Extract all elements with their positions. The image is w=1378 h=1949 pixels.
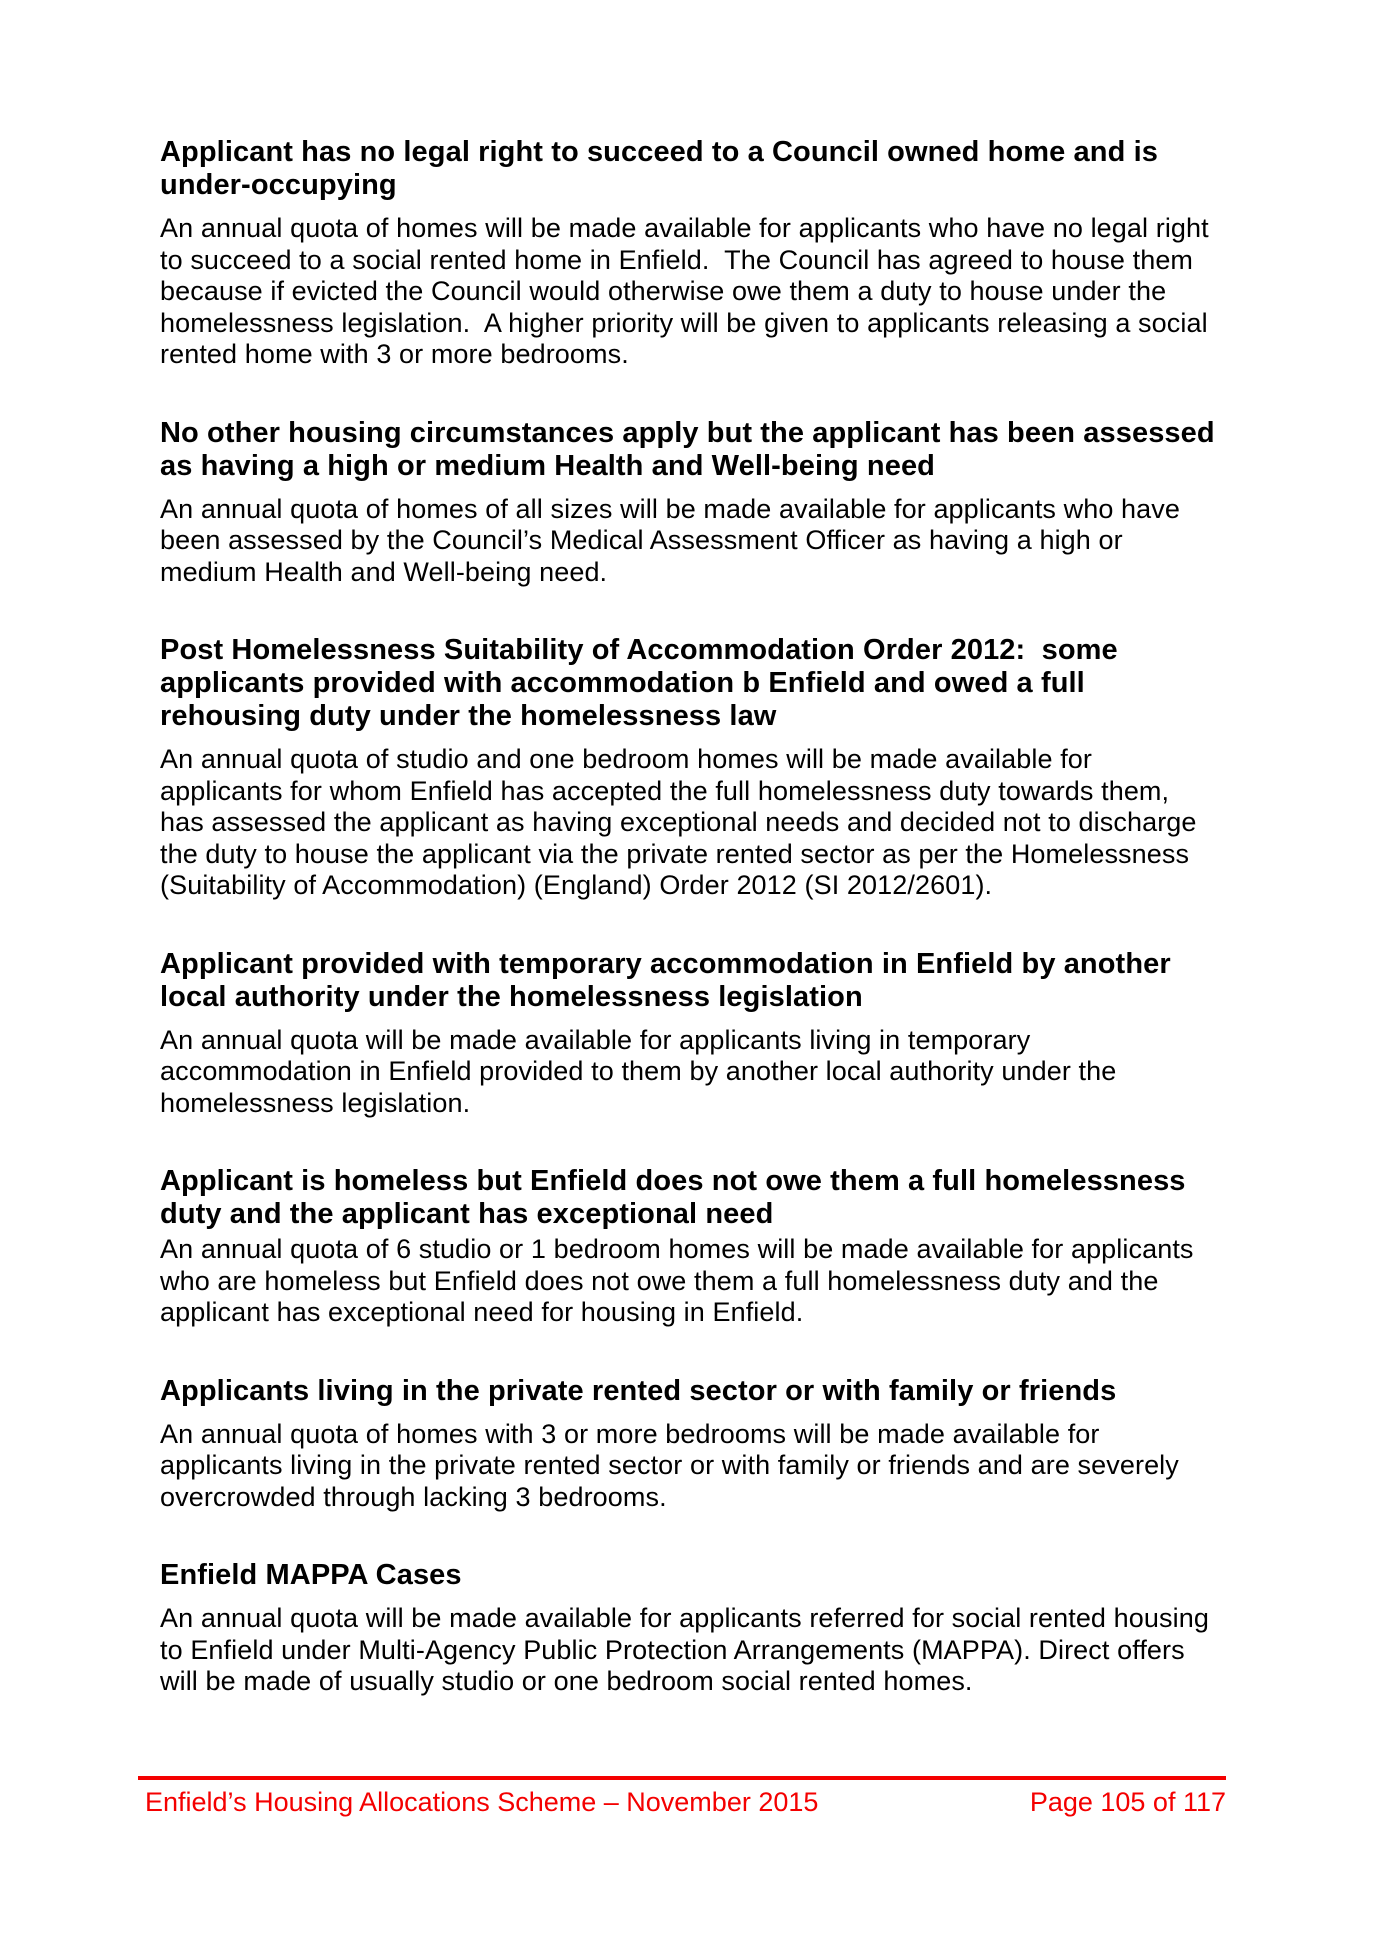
section-temporary-accommodation-heading: Applicant provided with temporary accommodation in Enfield by another local authority under the homelessness legislation <box>160 947 1179 1013</box>
section-homeless-exceptional-need-body: An annual quota of 6 studio or 1 bedroom homes will be made available for applicants who are homeless but Enfield does not owe them a full homelessness duty and the applicant has exceptional need for housing in Enfield. <box>160 1234 1202 1327</box>
section-succession <box>160 136 1215 371</box>
section-homeless-exceptional-need <box>160 1165 1215 1329</box>
section-health-wellbeing-heading: No other housing circumstances apply but the applicant has been assessed as having a high or medium Health and Well-being need <box>160 416 1223 482</box>
section-post-homelessness-order <box>160 634 1215 902</box>
footer-document-title: Enfield’s Housing Allocations Scheme – November 2015 <box>145 1787 819 1817</box>
section-private-rented-sector-heading: Applicants living in the private rented sector or with family or friends <box>160 1374 1117 1407</box>
section-mappa-cases-body: An annual quota will be made available for applicants referred for social rented housing to Enfield under Multi-Agency Public Protection Arrangements (MAPPA). Direct offers will be made of usually studio or one bedroom social rented homes. <box>160 1603 1217 1696</box>
section-mappa-cases-heading: Enfield MAPPA Cases <box>160 1559 462 1591</box>
section-health-wellbeing <box>160 416 1223 589</box>
section-private-rented-sector <box>160 1375 1215 1514</box>
section-health-wellbeing-body: An annual quota of homes of all sizes will be made available for applicants who have been assessed by the Council’s Medical Assessment Officer as having a high or medium Health and Well-being need. <box>160 493 1188 587</box>
section-temporary-accommodation-body: An annual quota will be made available for applicants living in temporary accommodation in Enfield provided to them by another local authority under the homelessness legislation. <box>160 1024 1124 1118</box>
section-post-homelessness-order-body: An annual quota of studio and one bedroom homes will be made available for applicants for whom Enfield has accepted the full homelessness duty towards them, has assessed the applicant as having exceptional needs and decided not to discharge the duty to house the applicant via the private rented sector as per the Homelessness (Suitability of Accommodation) (England) Order 2012 (SI 2012/2601). <box>160 744 1205 900</box>
footer-page-number: Page 105 of 117 <box>1029 1787 1226 1817</box>
section-private-rented-sector-body: An annual quota of homes with 3 or more bedrooms will be made available for applicants living in the private rented sector or with family or friends and are severely overcrowded through lacking 3 bedrooms. <box>160 1418 1187 1512</box>
page-footer <box>138 1776 1226 1818</box>
section-homeless-exceptional-need-heading: Applicant is homeless but Enfield does not owe them a full homelessness duty and the applicant has exceptional need <box>160 1165 1194 1230</box>
page-content <box>160 136 1223 1744</box>
section-succession-body: An annual quota of homes will be made available for applicants who have no legal right to succeed to a social rented home in Enfield. The Council has agreed to house them because if evicted the Council would otherwise owe them a duty to house under the homelessness legislation. A higher priority will be given to applicants releasing a social rented home with 3 or more bedrooms. <box>160 213 1217 369</box>
section-mappa-cases <box>160 1559 1215 1698</box>
section-post-homelessness-order-heading: Post Homelessness Suitability of Accommodation Order 2012: some applicants provided with accommodation b Enfield and owed a full rehousing duty under the homelessness law <box>160 634 1126 732</box>
section-succession-heading: Applicant has no legal right to succeed to a Council owned home and is under-occupying <box>160 136 1167 201</box>
section-temporary-accommodation <box>160 948 1215 1120</box>
